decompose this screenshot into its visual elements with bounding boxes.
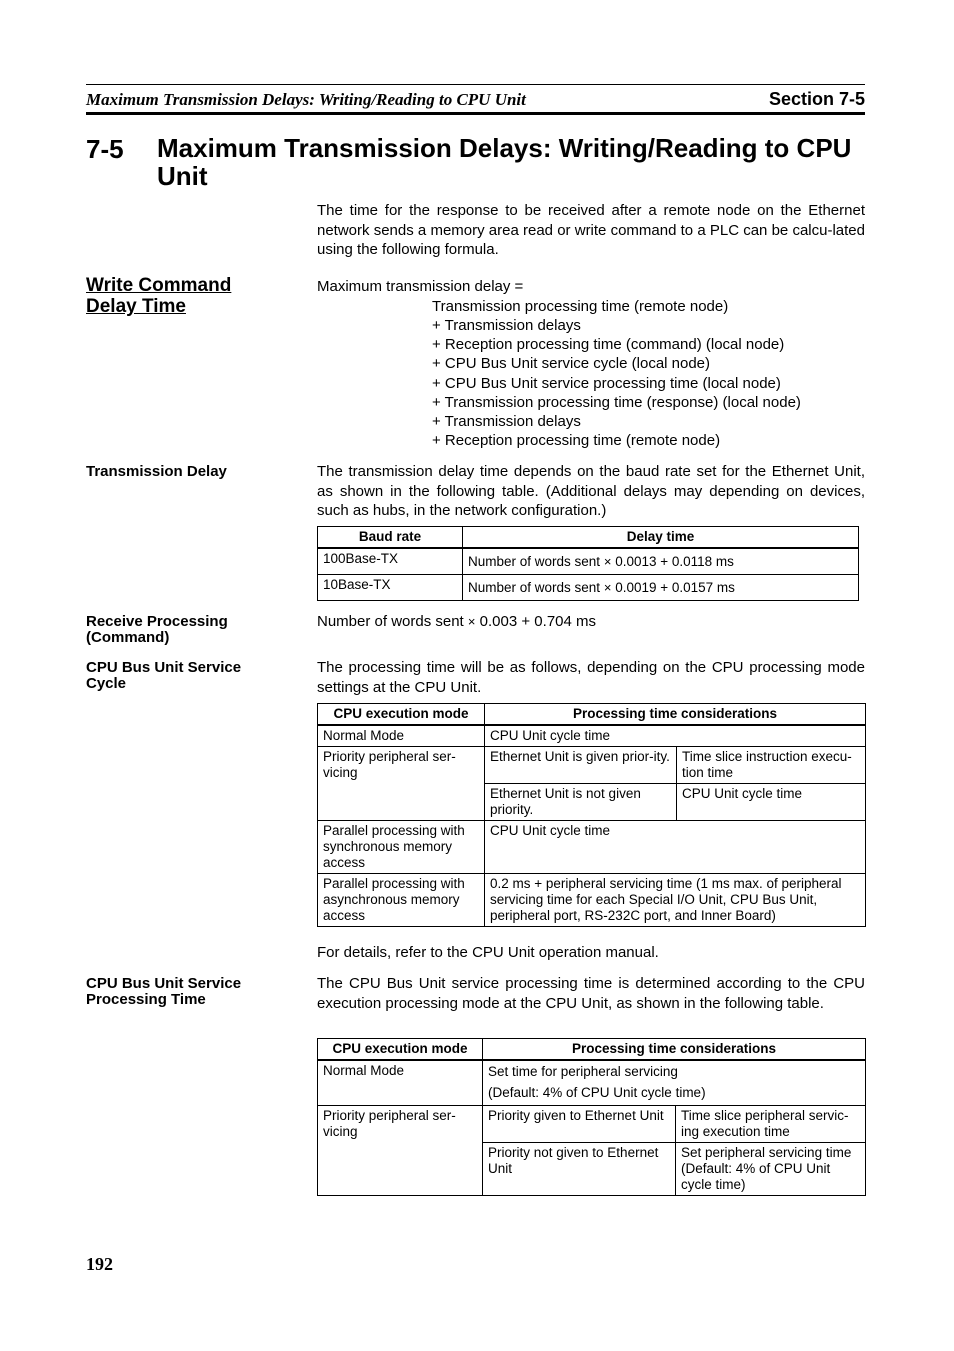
condition-cell: Priority given to Ethernet Unit	[483, 1106, 676, 1143]
delay-cell: Number of words sent × 0.0013 + 0.0118 ms	[463, 548, 859, 574]
value-cell: Time slice instruction execu-tion time	[677, 747, 866, 784]
cpu-bus-cycle-heading	[86, 660, 286, 692]
mode-cell: Normal Mode	[318, 1060, 483, 1106]
value-cell: Set peripheral servicing time (Default: 4% of CPU Unit cycle time)	[676, 1143, 866, 1196]
write-command-heading	[86, 275, 231, 317]
section-number: 7-5	[86, 134, 124, 164]
baud-rate-table	[317, 526, 859, 601]
section-title: Maximum Transmission Delays: Writing/Reading to CPU Unit	[157, 133, 852, 191]
formula-term: + Reception processing time (command) (local node)	[432, 336, 785, 353]
table-row	[318, 1060, 866, 1106]
formula-term: + Transmission delays	[432, 317, 581, 334]
value-cell: 0.2 ms + peripheral servicing time (1 ms max. of peripheral servicing time for each Special I/O Unit, CPU Bus Unit, peripheral port, RS-232C port, and Inner Board)	[485, 874, 866, 927]
cpu-bus-cycle-text: The processing time will be as follows, depending on the CPU processing mode settings at the CPU Unit.	[317, 659, 865, 696]
cpu-bus-processing-heading-line2: Processing Time	[86, 991, 206, 1008]
formula-term: + CPU Bus Unit service processing time (local node)	[432, 375, 781, 392]
table-header: CPU execution mode	[318, 704, 485, 726]
cpu-bus-cycle-note: For details, refer to the CPU Unit operation manual.	[317, 944, 659, 961]
table-header: Baud rate	[318, 527, 463, 549]
receive-processing-heading-line1: Receive Processing	[86, 613, 228, 630]
table-row	[318, 747, 866, 784]
cpu-bus-processing-table	[317, 1038, 866, 1196]
condition-cell: Ethernet Unit is not given priority.	[485, 784, 677, 821]
write-command-heading-line1: Write Command	[86, 275, 232, 296]
transmission-delay-text: The transmission delay time depends on the baud rate set for the Ethernet Unit, as shown in the following table. (Additional delays may depending on devices, such as hubs, in the network configuration.)	[317, 463, 865, 519]
transmission-delay-heading: Transmission Delay	[86, 463, 227, 480]
condition-cell: Ethernet Unit is given prior-ity.	[485, 747, 677, 784]
value-cell: CPU Unit cycle time	[485, 725, 866, 747]
mode-cell: Parallel processing with synchronous memory access	[318, 821, 485, 874]
receive-processing-heading-line2: (Command)	[86, 629, 170, 646]
table-row	[318, 548, 859, 574]
delay-cell: Number of words sent × 0.0019 + 0.0157 ms	[463, 574, 859, 600]
value-line: (Default: 4% of CPU Unit cycle time)	[488, 1085, 706, 1100]
intro-paragraph: The time for the response to be received after a remote node on the Ethernet network sends a memory area read or write command to a PLC can be calcu-lated using the following formula.	[317, 202, 865, 258]
cpu-bus-cycle-heading-line1: CPU Bus Unit Service	[86, 659, 242, 676]
cpu-bus-cycle-heading-line2: Cycle	[86, 675, 127, 692]
value-cell	[483, 1060, 866, 1106]
cpu-bus-cycle-table	[317, 703, 866, 927]
cpu-bus-processing-heading-line1: CPU Bus Unit Service	[86, 975, 242, 992]
formula-term: + Transmission delays	[432, 413, 581, 430]
mode-cell: Normal Mode	[318, 725, 485, 747]
section-label: Section 7-5	[768, 89, 865, 109]
baud-rate-cell: 10Base-TX	[318, 574, 463, 600]
table-row	[318, 874, 866, 927]
write-command-heading-line2: Delay Time	[86, 296, 186, 317]
receive-processing-formula: Number of words sent × 0.003 + 0.704 ms	[317, 613, 597, 630]
table-header: Processing time considerations	[485, 704, 866, 726]
table-header: Processing time considerations	[483, 1039, 866, 1061]
receive-processing-heading	[86, 614, 286, 646]
value-line: Set time for peripheral servicing	[488, 1064, 678, 1079]
mode-cell: Priority peripheral ser-vicing	[318, 747, 485, 821]
cpu-bus-processing-text: The CPU Bus Unit service processing time is determined according to the CPU execution processing mode at the CPU Unit, as shown in the following table.	[317, 975, 865, 1012]
header-rule-bottom	[86, 112, 865, 115]
formula-term: Transmission processing time (remote node)	[432, 298, 729, 315]
table-header: CPU execution mode	[318, 1039, 483, 1061]
baud-rate-cell: 100Base-TX	[318, 548, 463, 574]
table-header: Delay time	[463, 527, 859, 549]
header-rule-top	[86, 84, 865, 85]
value-cell: CPU Unit cycle time	[677, 784, 866, 821]
table-row	[318, 821, 866, 874]
table-row	[318, 1106, 866, 1143]
formula-term: + Reception processing time (remote node)	[432, 432, 721, 449]
mode-cell: Parallel processing with asynchronous memory access	[318, 874, 485, 927]
table-row	[318, 725, 866, 747]
value-cell: Time slice peripheral servic-ing execution time	[676, 1106, 866, 1143]
formula-term: + Transmission processing time (response) (local node)	[432, 394, 801, 411]
value-cell: CPU Unit cycle time	[485, 821, 866, 874]
condition-cell: Priority not given to Ethernet Unit	[483, 1143, 676, 1196]
running-title: Maximum Transmission Delays: Writing/Reading to CPU Unit	[86, 90, 526, 109]
cpu-bus-processing-heading	[86, 976, 286, 1008]
mode-cell: Priority peripheral ser-vicing	[318, 1106, 483, 1196]
formula-term: + CPU Bus Unit service cycle (local node)	[432, 355, 711, 372]
page-number: 192	[86, 1254, 113, 1274]
formula-lead: Maximum transmission delay =	[317, 278, 524, 295]
table-row	[318, 574, 859, 600]
